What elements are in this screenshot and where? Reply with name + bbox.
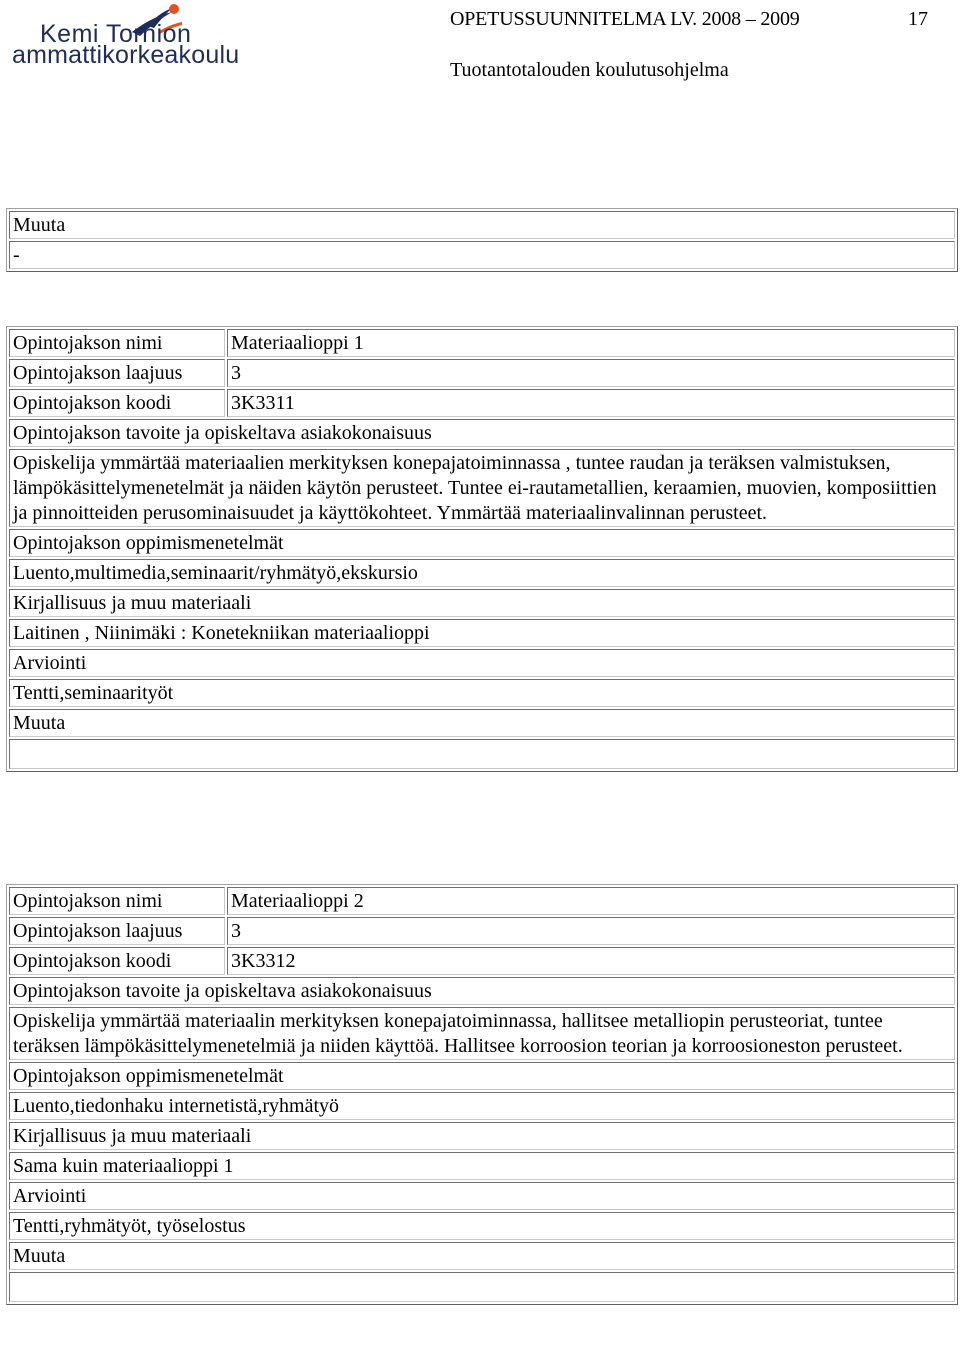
course-methods-label: Opintojakson oppimismenetelmät	[9, 529, 955, 557]
other-label: Muuta	[9, 211, 955, 239]
course-goal-text: Opiskelija ymmärtää materiaalien merkityksen konepajatoiminnassa , tuntee raudan ja teräksen valmistuksen, lämpökäsittelymenetelmät ja näiden käytön perusteet. Tuntee ei-rautametallien, keraamien, muovien, komposiittien ja pinnoitteiden perusominaisuudet ja käyttökohteet. Ymmärtää materiaalinvalinnan perusteet.	[9, 449, 955, 527]
course-table-materiaalioppi-1	[6, 326, 958, 772]
course-scope-value: 3	[227, 359, 955, 387]
course-scope-label: Opintojakson laajuus	[9, 359, 225, 387]
course-assessment-value: Tentti,ryhmätyöt, työselostus	[9, 1212, 955, 1240]
institution-logo	[10, 2, 300, 72]
course-literature-label: Kirjallisuus ja muu materiaali	[9, 589, 955, 617]
other-value: -	[9, 241, 955, 269]
programme-subtitle: Tuotantotalouden koulutusohjelma	[450, 59, 729, 81]
course-literature-value: Sama kuin materiaalioppi 1	[9, 1152, 955, 1180]
course-methods-value: Luento,tiedonhaku internetistä,ryhmätyö	[9, 1092, 955, 1120]
course-goal-label: Opintojakson tavoite ja opiskeltava asiakokonaisuus	[9, 419, 955, 447]
logo-line2: ammattikorkeakoulu	[12, 41, 240, 69]
course-methods-value: Luento,multimedia,seminaarit/ryhmätyö,ekskursio	[9, 559, 955, 587]
course-assessment-label: Arviointi	[9, 1182, 955, 1210]
course-scope-label: Opintojakson laajuus	[9, 917, 225, 945]
previous-course-other-table	[6, 208, 958, 272]
logo-line1: Kemi Tornion	[40, 20, 192, 48]
course-other-label: Muuta	[9, 709, 955, 737]
course-table-materiaalioppi-2	[6, 884, 958, 1305]
course-code-value: 3K3312	[227, 947, 955, 975]
course-goal-label: Opintojakson tavoite ja opiskeltava asiakokonaisuus	[9, 977, 955, 1005]
course-name-label: Opintojakson nimi	[9, 329, 225, 357]
course-code-label: Opintojakson koodi	[9, 947, 225, 975]
course-name-label: Opintojakson nimi	[9, 887, 225, 915]
course-literature-label: Kirjallisuus ja muu materiaali	[9, 1122, 955, 1150]
course-code-value: 3K3311	[227, 389, 955, 417]
course-name-value: Materiaalioppi 1	[227, 329, 955, 357]
course-assessment-label: Arviointi	[9, 649, 955, 677]
course-other-value	[9, 739, 955, 769]
course-other-label: Muuta	[9, 1242, 955, 1270]
course-scope-value: 3	[227, 917, 955, 945]
course-other-value	[9, 1272, 955, 1302]
course-literature-value: Laitinen , Niinimäki : Konetekniikan materiaalioppi	[9, 619, 955, 647]
document-title: OPETUSSUUNNITELMA LV. 2008 – 2009	[450, 8, 800, 30]
course-name-value: Materiaalioppi 2	[227, 887, 955, 915]
course-code-label: Opintojakson koodi	[9, 389, 225, 417]
page-number: 17	[908, 8, 928, 30]
course-methods-label: Opintojakson oppimismenetelmät	[9, 1062, 955, 1090]
course-assessment-value: Tentti,seminaarityöt	[9, 679, 955, 707]
course-goal-text: Opiskelija ymmärtää materiaalin merkityksen konepajatoiminnassa, hallitsee metalliopin perusteoriat, tuntee teräksen lämpökäsittelymenetelmiä ja niiden käyttöä. Hallitsee korroosion teorian ja korroosioneston perusteet.	[9, 1007, 955, 1060]
